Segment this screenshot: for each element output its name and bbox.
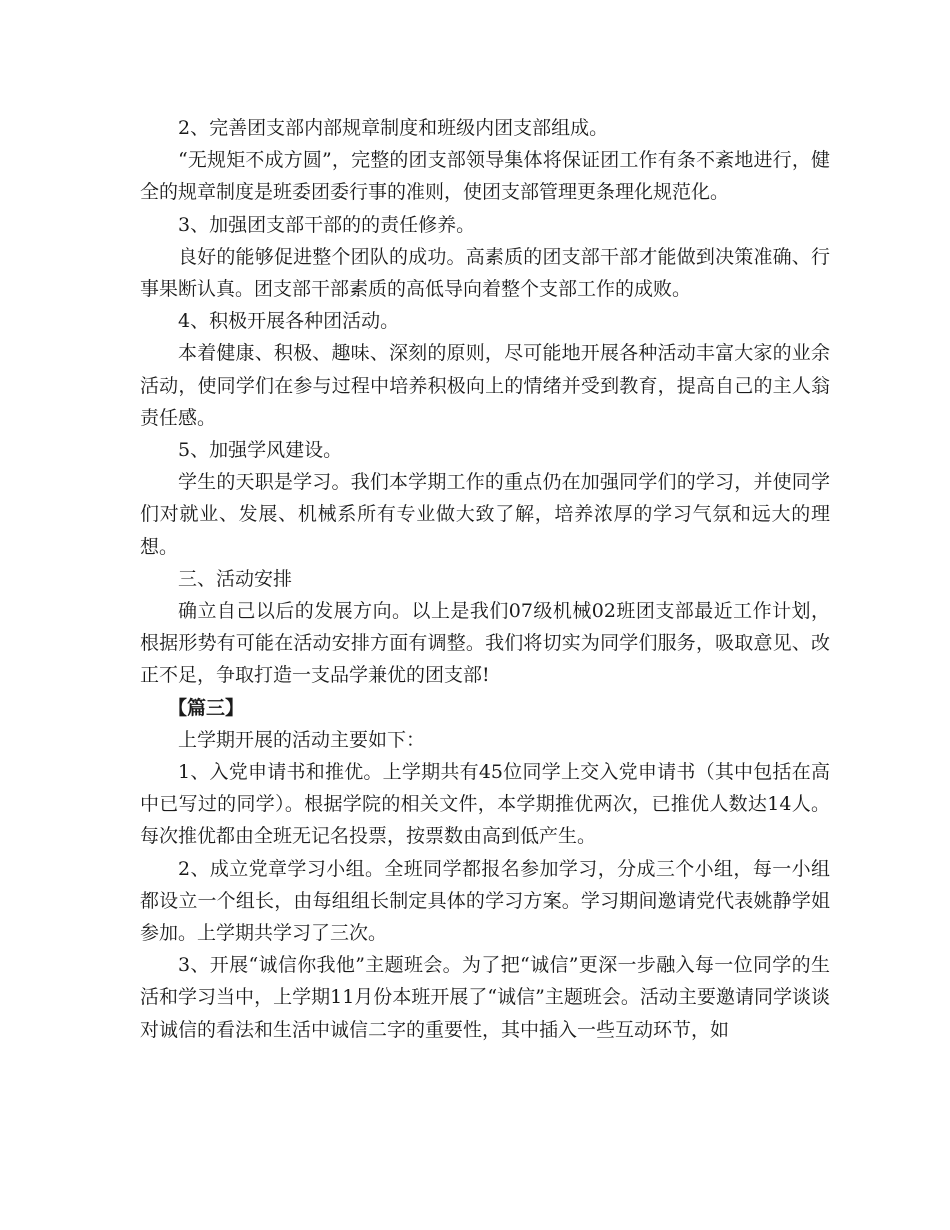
section-item-3: 3、加强团支部干部的的责任修养。 — [178, 213, 476, 236]
part-three-heading: 【篇三】 — [168, 696, 245, 719]
section-item-2: 2、完善团支部内部规章制度和班级内团支部组成。 — [178, 117, 609, 139]
body-paragraph: 上学期开展的活动主要如下： — [178, 728, 426, 751]
activity-item-1: 1、入党申请书和推优。上学期共有45位同学上交入党申请书（其中包括在高中已写过的同学）。根据学院的相关文件，本学期推优两次，已推优人数达14人。每次推优都由全班无记名投票，按票数由高到低产生。 — [140, 761, 830, 848]
body-paragraph: 良好的能够促进整个团队的成功。高素质的团支部干部才能做到决策准确、行事果断认真。团支部干部素质的高低导向着整个支部工作的成败。 — [140, 245, 830, 301]
section-item-5: 5、加强学风建设。 — [178, 439, 343, 462]
section-heading-activities: 三、活动安排 — [178, 567, 293, 590]
activity-item-3: 3、开展“诚信你我他”主题班会。为了把“诚信”更深一步融入每一位同学的生活和学习当中，上学期11月份本班开展了“诚信”主题班会。活动主要邀请同学谈谈对诚信的看法和生活中诚信二字的重要性，其中插入一些互动环节，如 — [140, 954, 830, 1041]
activity-item-2: 2、成立党章学习小组。全班同学都报名参加学习，分成三个小组，每一小组都设立一个组长，由每组组长制定具体的学习方案。学习期间邀请党代表姚静学姐参加。上学期共学习了三次。 — [140, 857, 830, 945]
document-body — [140, 112, 830, 1046]
section-item-4: 4、积极开展各种团活动。 — [178, 310, 400, 333]
body-paragraph: 确立自己以后的发展方向。以上是我们07级机械02班团支部最近工作计划，根据形势有可能在活动安排方面有调整。我们将切实为同学们服务，吸取意见、改正不足，争取打造一支品学兼优的团支部! — [140, 600, 830, 687]
body-paragraph: 学生的天职是学习。我们本学期工作的重点仍在加强同学们的学习，并使同学们对就业、发展、机械系所有专业做大致了解，培养浓厚的学习气氛和远大的理想。 — [140, 471, 830, 558]
body-paragraph: “无规矩不成方圆”，完整的团支部领导集体将保证团工作有条不紊地进行，健全的规章制度是班委团委行事的准则，使团支部管理更条理化规范化。 — [140, 149, 830, 204]
body-paragraph: 本着健康、积极、趣味、深刻的原则，尽可能地开展各种活动丰富大家的业余活动，使同学们在参与过程中培养积极向上的情绪并受到教育，提高自己的主人翁责任感。 — [140, 342, 830, 429]
